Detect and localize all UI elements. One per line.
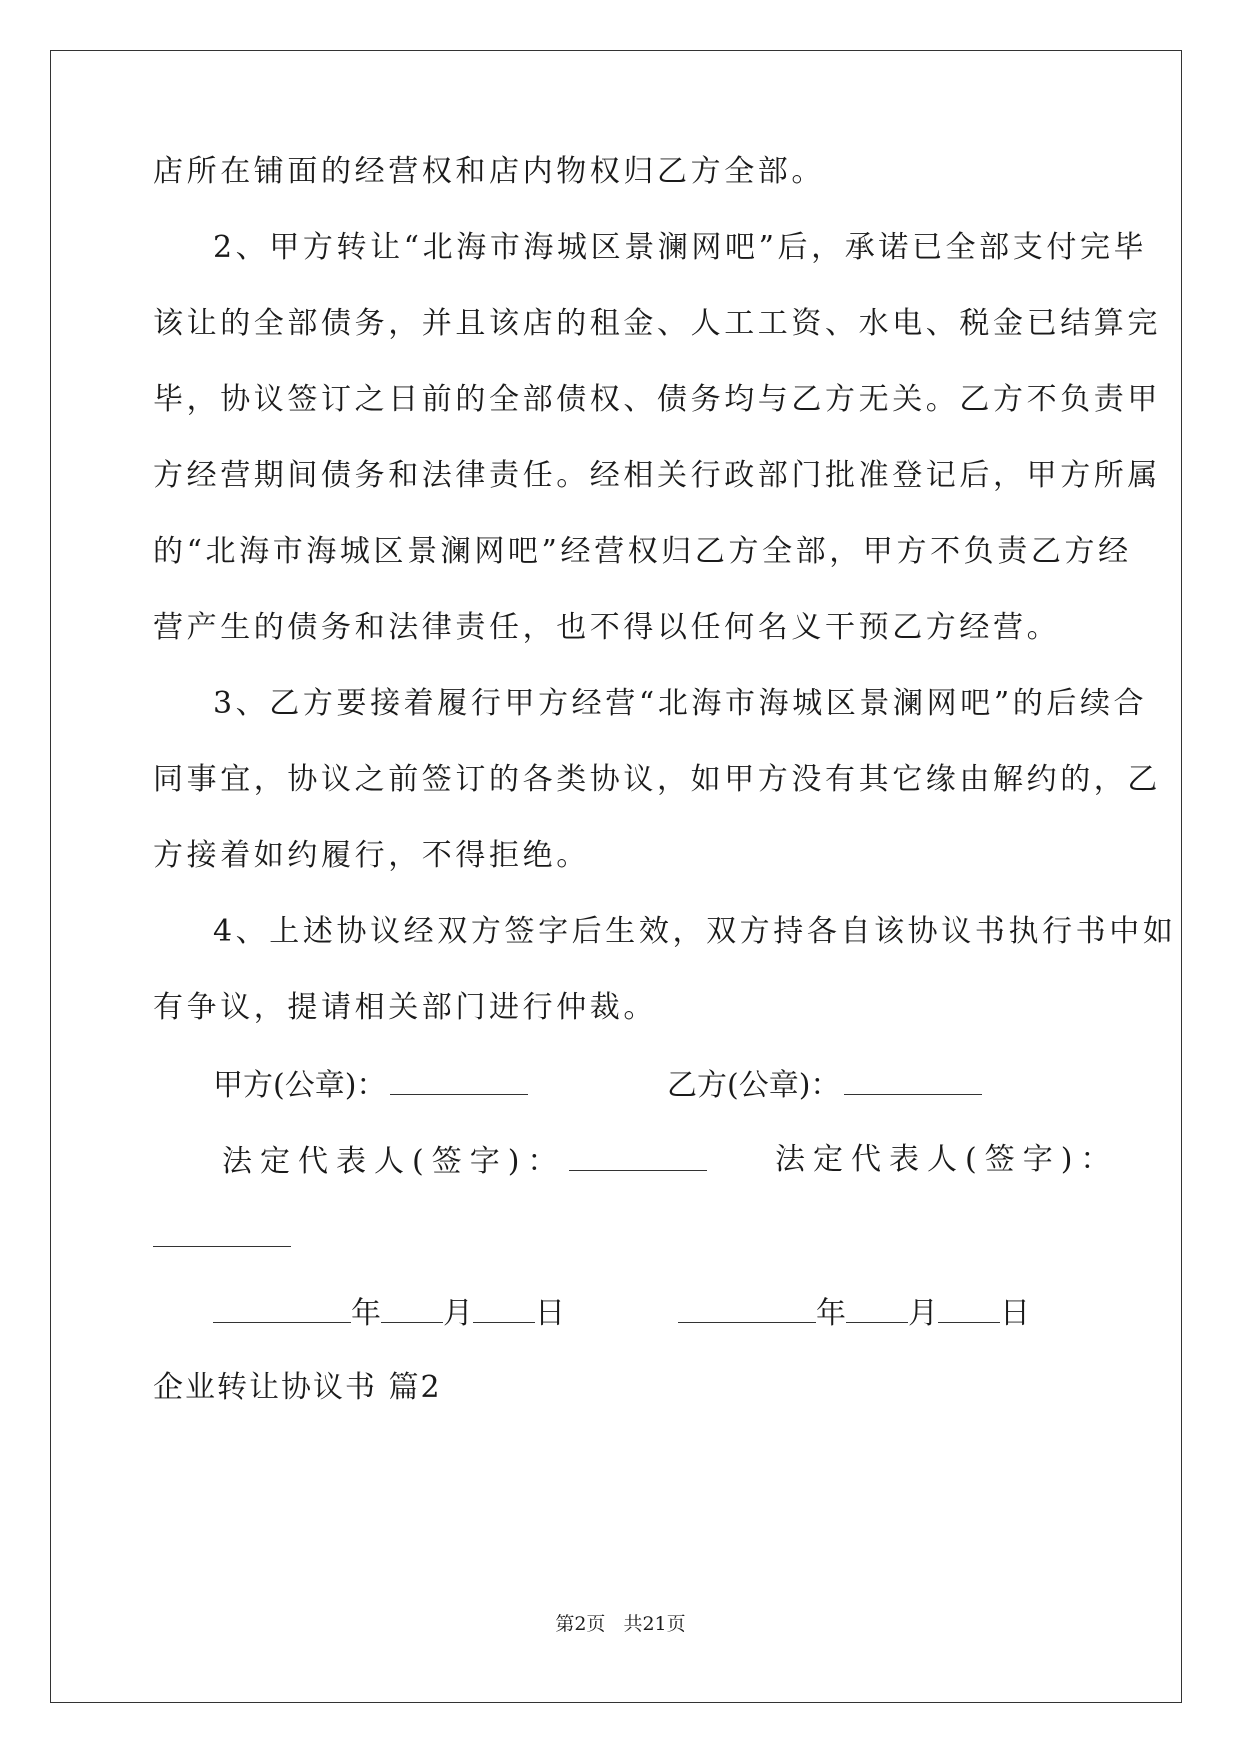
day-blank <box>938 1292 1000 1323</box>
month-label: 月 <box>908 1296 938 1331</box>
text-line: 同事宜，协议之前签订的各类协议，如甲方没有其它缘由解约的，乙 <box>153 762 1161 797</box>
year-label: 年 <box>351 1296 381 1331</box>
page-number: 第2页 <box>555 1613 606 1635</box>
text-line: 3、乙方要接着履行甲方经营“北海市海城区景澜网吧”的后续合 <box>213 686 1148 721</box>
month-label: 月 <box>443 1296 473 1331</box>
day-label: 日 <box>1000 1296 1030 1331</box>
day-blank <box>473 1292 535 1323</box>
party-a-rep-blank <box>569 1140 707 1171</box>
party-a-rep <box>222 1140 707 1182</box>
text-line: 有争议，提请相关部门进行仲裁。 <box>153 990 657 1025</box>
party-a-seal-blank <box>390 1064 528 1095</box>
party-b-rep-blank-line <box>153 1216 291 1258</box>
party-a-seal-label: 甲方(公章)： <box>213 1068 387 1103</box>
month-blank <box>381 1292 443 1323</box>
text-line: 方经营期间债务和法律责任。经相关行政部门批准登记后，甲方所属 <box>153 458 1161 493</box>
party-b-seal-blank <box>844 1064 982 1095</box>
month-blank <box>846 1292 908 1323</box>
year-blank <box>678 1292 816 1323</box>
page-footer <box>0 1609 1241 1636</box>
party-b-rep-blank <box>153 1216 291 1247</box>
page-border <box>50 50 1182 1703</box>
year-blank <box>213 1292 351 1323</box>
party-b-rep-label: 法定代表人(签字)： <box>775 1142 1119 1177</box>
party-a-rep-label: 法定代表人(签字)： <box>222 1144 566 1179</box>
party-b-rep <box>775 1140 1118 1180</box>
page-total: 共21页 <box>623 1613 686 1635</box>
party-b-seal-label: 乙方(公章)： <box>667 1068 841 1103</box>
text-line: 店所在铺面的经营权和店内物权归乙方全部。 <box>153 154 825 189</box>
section-title: 企业转让协议书 篇2 <box>153 1370 442 1405</box>
text-line: 的“北海市海城区景澜网吧”经营权归乙方全部，甲方不负责乙方经 <box>153 534 1132 569</box>
text-line: 4、上述协议经双方签字后生效，双方持各自该协议书执行书中如 <box>213 914 1177 949</box>
text-line: 方接着如约履行，不得拒绝。 <box>153 838 590 873</box>
party-a-date <box>213 1292 565 1334</box>
year-label: 年 <box>816 1296 846 1331</box>
text-line: 营产生的债务和法律责任，也不得以任何名义干预乙方经营。 <box>153 610 1061 645</box>
party-a-seal <box>213 1064 528 1106</box>
text-line: 该让的全部债务，并且该店的租金、人工工资、水电、税金已结算完 <box>153 306 1161 341</box>
text-line: 2、甲方转让“北海市海城区景澜网吧”后，承诺已全部支付完毕 <box>213 230 1148 265</box>
party-b-date <box>678 1292 1030 1334</box>
text-line: 毕，协议签订之日前的全部债权、债务均与乙方无关。乙方不负责甲 <box>153 382 1161 417</box>
party-b-seal <box>667 1064 982 1106</box>
day-label: 日 <box>535 1296 565 1331</box>
